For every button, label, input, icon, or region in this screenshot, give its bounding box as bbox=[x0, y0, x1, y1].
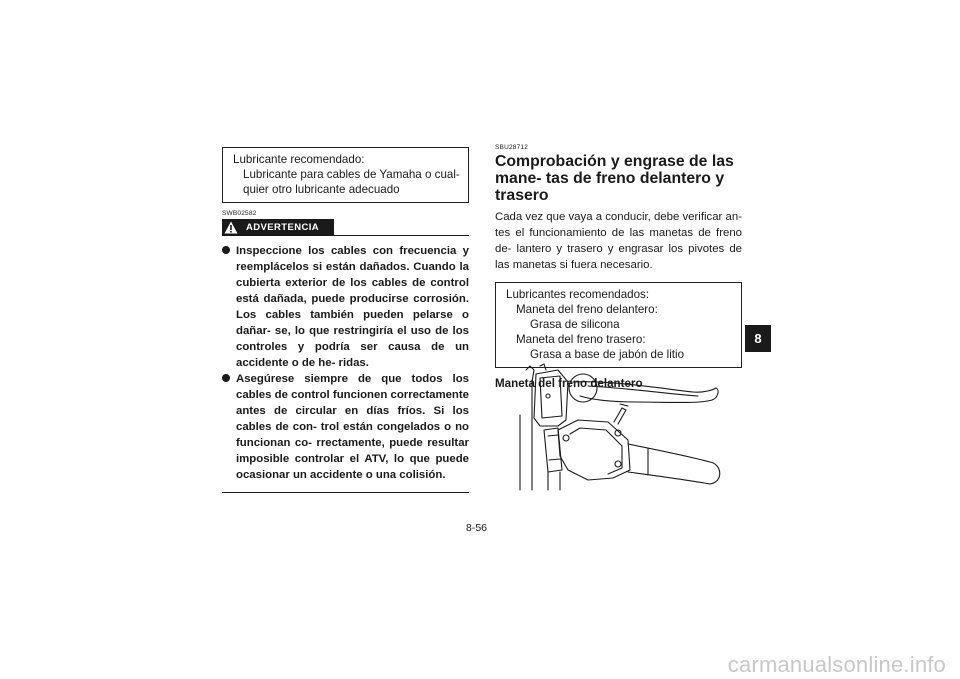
left-column bbox=[222, 147, 469, 493]
chapter-tab: 8 bbox=[745, 325, 771, 352]
section-code: SBU28712 bbox=[495, 144, 529, 151]
watermark: carmanualsonline.info bbox=[727, 652, 946, 677]
lubricants-box-heading: Lubricantes recomendados: bbox=[506, 288, 650, 301]
page-number: 8-56 bbox=[466, 522, 488, 534]
section-paragraph: Cada vez que vaya a conducir, debe verificar an- tes el funcionamiento de las manetas de freno de- lantero y trasero y engrasar los pivotes de las manetas si fuera necesario. bbox=[495, 211, 742, 271]
bullet-icon bbox=[222, 374, 230, 382]
front-brake-subheading: Maneta del freno delantero bbox=[495, 377, 643, 390]
section-title: Comprobación y engrase de las mane- tas de freno delantero y trasero bbox=[495, 153, 734, 204]
rear-lever-value: Grasa a base de jabón de litio bbox=[530, 348, 685, 361]
lubricant-box-heading: Lubricante recomendado: bbox=[233, 153, 365, 166]
recommended-lubricant-box bbox=[222, 147, 469, 203]
list-item bbox=[222, 371, 469, 483]
rear-lever-label: Maneta del freno trasero: bbox=[516, 333, 646, 346]
warning-item-text: Inspeccione los cables con frecuencia y reemplácelos si están dañados. Cuando la cubierta exterior de los cables de control está dañada, puede producirse corrosión. Los cables también pueden pelarse o dañar- se, lo que restringiría el uso de los controles y podría ser causa de un accidente o de he- ridas. bbox=[236, 245, 469, 369]
lubricant-box-line: Lubricante para cables de Yamaha o cual- bbox=[243, 168, 460, 181]
warning-code: SWB02582 bbox=[222, 210, 257, 217]
recommended-lubricants-box bbox=[495, 282, 742, 368]
front-brake-lever-illustration bbox=[518, 360, 723, 492]
warning-rule bbox=[222, 235, 469, 236]
warning-bottom-rule bbox=[222, 492, 469, 493]
warning-triangle-icon bbox=[222, 219, 240, 236]
warning-item-text: Asegúrese siempre de que todos los cables de control funcionen correctamente antes de circular en días fríos. Si los cables de con- trol están congelados o no funcionan co- rrectamente, puede resultar imposible controlar el ATV, lo que puede ocasionar un accidente o una colisión. bbox=[236, 373, 469, 481]
warning-header bbox=[222, 219, 469, 237]
front-lever-label: Maneta del freno delantero: bbox=[516, 303, 658, 316]
list-item bbox=[222, 243, 469, 371]
warning-list bbox=[222, 243, 469, 483]
front-lever-value: Grasa de silicona bbox=[530, 318, 620, 331]
lubricant-box-line: quier otro lubricante adecuado bbox=[243, 183, 400, 196]
bullet-icon bbox=[222, 246, 230, 254]
warning-badge bbox=[222, 219, 334, 236]
warning-label: ADVERTENCIA bbox=[246, 222, 320, 233]
right-column bbox=[495, 144, 742, 390]
